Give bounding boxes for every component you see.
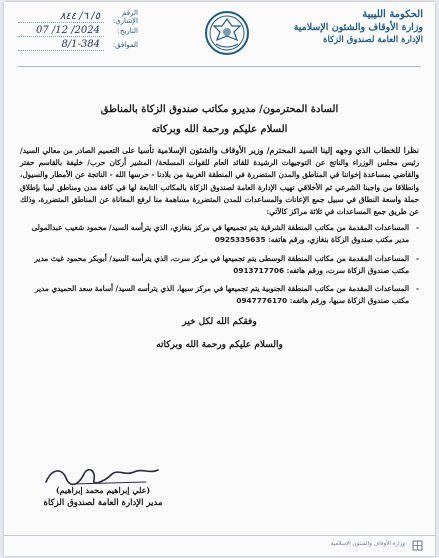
collection-centers-list [20,222,419,307]
item-text: المساعدات المقدمة من مكاتب المنطقة الشرقية يتم تجميعها في مركز بنغازي، الذي يترأسه السيد/ محمود شعيب عبدالمولى مدير مكتب صندوق الزكاة بنغازي، ورقم هاتفه: [31,223,409,245]
phone-number: 0947776170 [236,296,288,306]
ref-row [18,10,138,24]
letter-address: السادة المحترمون/ مديرو مكاتب صندوق الزكاة بالمناطق [100,104,339,115]
ref-label: الرقم الإشاري: [112,9,138,25]
emblem-seal-icon [204,10,250,56]
list-item [20,253,419,277]
paragraph-lead: نظرا للخطاب الذي وجهه إلينا السيد المحترم/ وزير الأوقاف والشئون الإسلامية تأسيا [137,145,420,155]
letter-paragraph [20,144,419,218]
date-row [18,24,138,38]
closing-greeting: والسلام عليكم ورحمة الله وبركاته [156,340,283,351]
footer-logo-icon [412,540,423,551]
letter-body [20,102,419,353]
page-footer [4,535,435,556]
item-text: المساعدات المقدمة من مكاتب المنطقة الجنوبية يتم تجميعها في مركز سبها، الذي يترأسه السيد/ أسامة سعد الحميدي مدير مكتب صندوق الزكاة سبها، ورقم هاتفه: [35,284,409,306]
ministry-name: وزارة الأوقاف والشئون الإسلامية [293,22,423,33]
date-value: 2024/ 12/ 07 [18,25,104,37]
list-item [20,283,419,307]
closing-wish: وفقكم الله لكل خير [182,317,257,328]
item-text: المساعدات المقدمة من مكاتب المنطقة الوسطى يتم تجميعها في مركز سرت، الذي يترأسه السيد/ أبوبكر محمود غيث مدير مكتب صندوق الزكاة سرت، ورقم هاتفه: [34,253,409,275]
header-divider [18,66,421,67]
signer-name: (علي إبراهيم محمد إبراهيم) [55,485,151,495]
admin-name: الإدارة العامة لصندوق الزكاة [323,35,423,45]
signer-title: مدير الإدارة العامة لصندوق الزكاة [43,498,163,508]
letter-greeting: السلام عليكم ورحمة الله وبركاته [151,124,288,135]
num-label: الموافق: [112,41,138,49]
letter-page [4,2,435,556]
date-label: التاريخ: [117,27,138,35]
footer-text: وزارة الأوقاف والشئون الإسلامية [330,541,405,547]
list-item [20,222,419,246]
gov-name: الحكومة الليبية [362,9,423,20]
phone-number: 0925335635 [214,235,266,245]
num-row [18,38,138,52]
phone-number: 0913717706 [233,265,285,275]
signer-block [18,484,188,510]
reference-fields [18,10,138,52]
letterhead-title [273,8,423,46]
paragraph-rest: على التعميم الصادر من معالي السيد/ رئيس مجلس الوزراء والناتج عن التوجيهات الرشيدة للقائد العام للقوات المسلحة/ المشير أركان حرب/ خليفة بالقاسم حفتر والقاضي بمساعدة إخواننا في المناطق والمدن المتضررة في المنطقة الغربية من بلادنا - حرسها الله - الناتجة عن الأمطار والسيول، وانطلاقا من واجبنا الشرعي ثم الأخلاقي تهيب الإدارة العامة لصندوق الزكاة بالمكاتب التابعة لها في كافة مدن ومناطق ليبيا بإطلاق حملة واسعة النطاق في سبيل جمع الإعانات والمساعدات للمدن المتضررة مساهمة منا لرفع المعاناة عن المناطق المتضررة، وذلك عن طريق جمع المساعدات في ثلاثة مراكز كالآتي: [20,146,419,217]
ref-value: ٥/ ٦/ ٨٤٤ [18,11,104,23]
num-value: 8/1-384 [18,39,104,51]
